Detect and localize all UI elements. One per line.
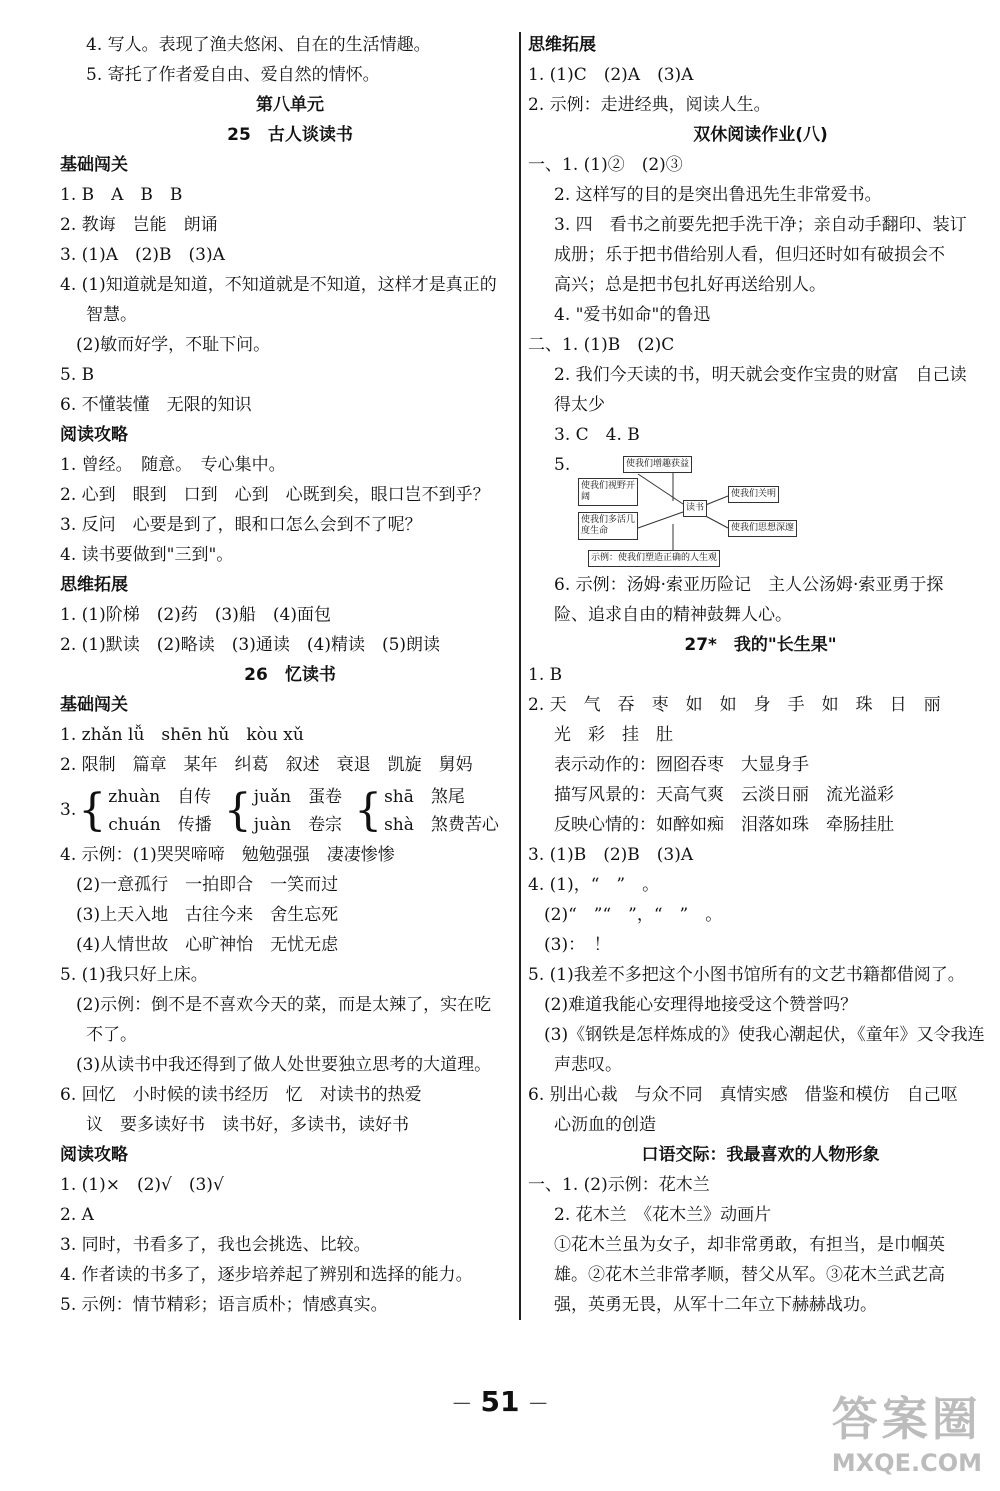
answer-line: 3. 反问 心要是到了，眼和口怎么会到不了呢？ <box>60 515 422 535</box>
answer-line: 高兴；总是把书包扎好再送给别人。 <box>554 275 826 295</box>
word-text: 煞费苦心 <box>430 814 499 835</box>
watermark-main: 答案圈 <box>831 1392 982 1446</box>
answer-line: 2. 限制 篇章 某年 纠葛 叙述 衰退 凯旋 舅妈 <box>60 755 473 775</box>
answer-line: 二、1. (1)B (2)C <box>528 335 675 355</box>
mind-map-bottom-box: 示例：使我们塑造正确的人生观 <box>588 550 720 567</box>
answer-line: 5. (1)我只好上床。 <box>60 965 208 985</box>
word-text: 卷宗 <box>308 814 343 835</box>
answer-line: 反映心情的：如醉如痴 泪落如珠 牵肠挂肚 <box>554 815 894 835</box>
answer-line: 智慧。 <box>86 305 137 325</box>
answer-line: (3)： ！ <box>544 935 611 955</box>
pinyin-pair <box>254 783 342 839</box>
item-number: 3. <box>60 800 77 820</box>
answer-line: (3)《钢铁是怎样炼成的》使我心潮起伏，《童年》又令我连 <box>544 1025 985 1045</box>
reading-mind-map <box>528 450 993 570</box>
answer-line: 1. (1)× (2)√ (3)√ <box>60 1175 224 1195</box>
answer-line: (4)人情世故 心旷神怡 无忧无虑 <box>76 935 339 955</box>
answer-line: 得太少 <box>554 395 605 415</box>
section-heading: 阅读攻略 <box>60 425 128 445</box>
word-text: 自传 <box>177 786 212 807</box>
answer-line: (3)上天入地 古往今来 舍生忘死 <box>76 905 339 925</box>
answer-line: 4. 写人。表现了渔夫悠闲、自在的生活情趣。 <box>86 35 431 55</box>
answer-line: 4. "爱书如命"的鲁迅 <box>554 305 711 325</box>
answer-line: ①花木兰虽为女子，却非常勇敢，有担当，是巾帼英 <box>554 1235 945 1255</box>
answer-line: 6. 回忆 小时候的读书经历 忆 对读书的热爱 <box>60 1085 422 1105</box>
answer-line: (2)难道我能心安理得地接受这个赞誉吗？ <box>544 995 858 1015</box>
pinyin-text: shā <box>384 786 414 807</box>
answer-line: 2. 花木兰 《花木兰》动画片 <box>554 1205 772 1225</box>
connector-line <box>638 474 683 504</box>
answer-line: (3)从读书中我还得到了做人处世要独立思考的大道理。 <box>76 1055 492 1075</box>
answer-line: 不了。 <box>86 1025 137 1045</box>
pinyin-pair <box>384 783 499 839</box>
section-heading: 双休阅读作业(八) <box>693 125 828 145</box>
answer-line: 2. 这样写的目的是突出鲁迅先生非常爱书。 <box>554 185 882 205</box>
answer-line: 光 彩 挂 肚 <box>554 725 673 745</box>
answer-line: 2. 教诲 岂能 朗诵 <box>60 215 218 235</box>
answer-line: 成册；乐于把书借给别人看，但归还时如有破损会不 <box>554 245 945 265</box>
answer-line: 3. 同时，书看多了，我也会挑选、比较。 <box>60 1235 371 1255</box>
answer-line: 1. zhǎn lǚ shēn hǔ kòu xǔ <box>60 725 304 745</box>
left-column <box>60 30 520 1320</box>
answer-line: 议 要多读好书 读书好，多读书，读好书 <box>86 1115 409 1135</box>
answer-line: 4. (1)知道就是知道，不知道就是不知道，这样才是真正的 <box>60 275 497 295</box>
section-heading: 基础闯关 <box>60 695 128 715</box>
page-footer: — 51 — <box>452 1385 548 1418</box>
brace-symbol: { <box>223 784 252 836</box>
answer-line: 险、追求自由的精神鼓舞人心。 <box>554 605 792 625</box>
answer-line: 3. 四 看书之前要先把手洗干净；亲自动手翻印、装订 <box>554 215 967 235</box>
pinyin-pair <box>108 783 212 839</box>
pinyin-text: juàn <box>253 814 292 835</box>
page-number: 51 <box>480 1385 520 1418</box>
brace-symbol: { <box>354 784 383 836</box>
brace-symbol: { <box>78 784 107 836</box>
pinyin-brace-item <box>60 780 520 840</box>
section-heading: 思维拓展 <box>528 35 596 55</box>
answer-line: 声悲叹。 <box>554 1055 622 1075</box>
answer-line: 一、1. (1)② (2)③ <box>528 155 683 175</box>
answer-line: 4. 作者读的书多了，逐步培养起了辨别和选择的能力。 <box>60 1265 473 1285</box>
answer-line: 5. 寄托了作者爱自由、爱自然的情怀。 <box>86 65 380 85</box>
right-column <box>528 30 993 1320</box>
pinyin-text: chuán <box>108 814 161 835</box>
section-heading: 第八单元 <box>256 95 324 115</box>
answer-line: 2. (1)默读 (2)略读 (3)通读 (4)精读 (5)朗读 <box>60 635 441 655</box>
answer-line: 雄。②花木兰非常孝顺，替父从军。③花木兰武艺高 <box>554 1265 945 1285</box>
section-heading: 25 古人谈读书 <box>227 125 353 145</box>
section-heading: 思维拓展 <box>60 575 128 595</box>
answer-line: 2. 我们今天读的书，明天就会变作宝贵的财富 自己读 <box>554 365 967 385</box>
answer-line: 2. A <box>60 1205 94 1225</box>
answer-line: 1. (1)C (2)A (3)A <box>528 65 694 85</box>
section-heading: 基础闯关 <box>60 155 128 175</box>
connector-line <box>638 512 683 528</box>
mind-map-center-box: 读书 <box>683 500 707 517</box>
answer-line: 3. (1)B (2)B (3)A <box>528 845 694 865</box>
watermark-site: MXQE.COM <box>831 1449 982 1477</box>
answer-line: 1. B A B B <box>60 185 183 205</box>
answer-line: 1. 曾经。 随意。 专心集中。 <box>60 455 286 475</box>
pinyin-text: zhuàn <box>108 786 161 807</box>
answer-line: (2)一意孤行 一拍即合 一笑而过 <box>76 875 339 895</box>
section-heading: 26 忆读书 <box>244 665 336 685</box>
answer-line: 5. (1)我差不多把这个小图书馆所有的文艺书籍都借阅了。 <box>528 965 965 985</box>
mind-map-left-box: 使我们视野开阔 <box>578 478 638 506</box>
answer-line: 1. B <box>528 665 563 685</box>
answer-line: 1. (1)阶梯 (2)药 (3)船 (4)面包 <box>60 605 331 625</box>
column-divider <box>519 32 521 1320</box>
answer-line: 6. 不懂装懂 无限的知识 <box>60 395 252 415</box>
answer-line: (2)“ ”“ ”，“ ” 。 <box>544 905 723 925</box>
pinyin-text: shà <box>384 814 414 835</box>
answer-line: 4. 读书要做到"三到"。 <box>60 545 234 565</box>
answer-line: 5. 示例：情节精彩；语言质朴；情感真实。 <box>60 1295 388 1315</box>
pinyin-text: juǎn <box>253 786 292 807</box>
answer-line: 4. (1)，“ ” 。 <box>528 875 660 895</box>
answer-line: 6. 别出心裁 与众不同 真情实感 借鉴和模仿 自己呕 <box>528 1085 958 1105</box>
answer-line: (2)敏而好学，不耻下问。 <box>76 335 271 355</box>
answer-line: 描写风景的：天高气爽 云淡日丽 流光溢彩 <box>554 785 894 805</box>
section-heading: 口语交际：我最喜欢的人物形象 <box>641 1145 880 1165</box>
mind-map-top-box: 使我们增趣获益 <box>623 456 692 473</box>
answer-line: 心沥血的创造 <box>554 1115 656 1135</box>
answer-line: (2)示例：倒不是不喜欢今天的菜，而是太辣了，实在吃 <box>76 995 492 1015</box>
answer-line: 5. B <box>60 365 95 385</box>
watermark-logo <box>832 1383 982 1477</box>
word-text: 传播 <box>177 814 212 835</box>
answer-line: 3. (1)A (2)B (3)A <box>60 245 225 265</box>
answer-line: 2. 天 气 吞 枣 如 如 身 手 如 珠 日 丽 <box>528 695 941 715</box>
answer-line: 3. C 4. B <box>554 425 640 445</box>
mind-map-left-box: 使我们多活几度生命 <box>578 512 638 540</box>
mind-map-right-box: 使我们关明 <box>728 486 779 503</box>
answer-line: 强，英勇无畏，从军十二年立下赫赫战功。 <box>554 1295 877 1315</box>
mind-map-right-box: 使我们思想深邃 <box>728 520 797 537</box>
word-text: 煞尾 <box>430 786 465 807</box>
answer-line: 2. 示例：走进经典，阅读人生。 <box>528 95 771 115</box>
section-heading: 27* 我的"长生果" <box>684 635 837 655</box>
answer-line: 2. 心到 眼到 口到 心到 心既到矣，眼口岂不到乎？ <box>60 485 490 505</box>
answer-line: 6. 示例：汤姆·索亚历险记 主人公汤姆·索亚勇于探 <box>554 575 944 595</box>
word-text: 蛋卷 <box>308 786 343 807</box>
section-heading: 阅读攻略 <box>60 1145 128 1165</box>
answer-line: 表示动作的：囫囵吞枣 大显身手 <box>554 755 809 775</box>
answer-line: 一、1. (2)示例：花木兰 <box>528 1175 710 1195</box>
answer-line: 4. 示例：(1)哭哭啼啼 勉勉强强 凄凄惨惨 <box>60 845 395 865</box>
item-number: 5. <box>554 455 571 475</box>
